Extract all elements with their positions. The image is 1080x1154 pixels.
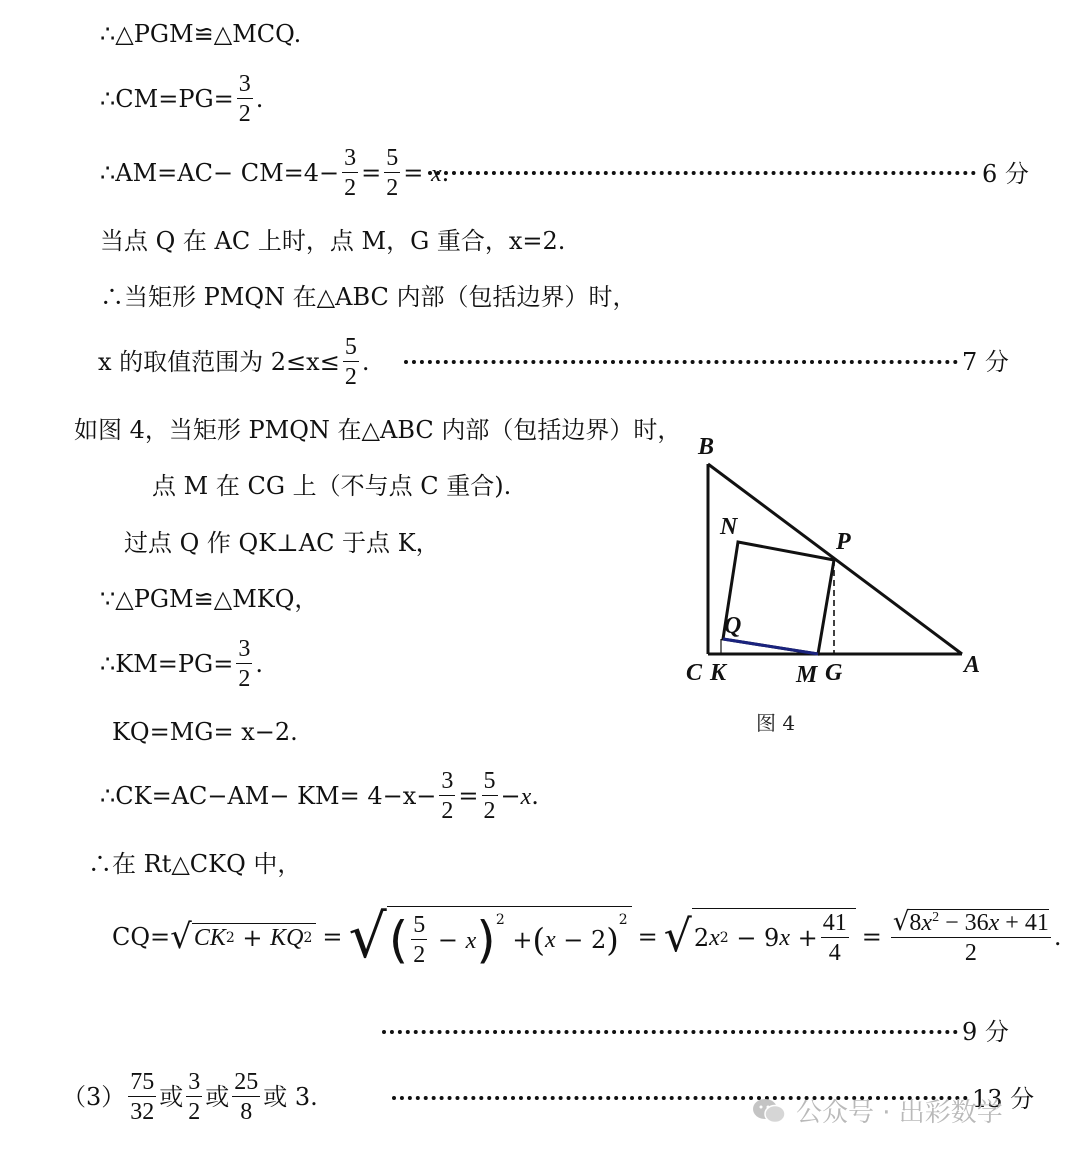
line-cm-pg: ∴CM=PG= $\frac{3}{2}$ . [100,71,264,127]
figure-4-diagram [680,428,1010,748]
label-a: A [964,652,981,678]
segment-qm-highlight [723,639,818,654]
line-q-on-ac: 当点 Q 在 AC 上时，点 M，G 重合，x=2. [100,227,566,255]
wechat-icon [752,1098,786,1124]
score-7: 7 分 [962,348,1009,376]
label-n: N [720,514,738,540]
label-k: K [710,660,727,686]
fraction-3-2: $\frac{3}{2}$ [238,71,251,127]
score-13: 13 分 [972,1085,1035,1113]
figure-caption: 图 4 [756,711,796,735]
line-ck: ∴CK=AC−AM− KM= 4−x− $\frac{3}{2}$ = $\frac{5}{2}$ −x. [100,768,539,824]
label-b: B [698,434,715,460]
line-congruence-2: ∵△PGM≌△MKQ， [100,585,319,613]
label-g: G [825,660,843,686]
watermark: 公众号 · 出彩数学 [752,1092,1003,1129]
line-km-pg: ∴KM=PG= $\frac{3}{2}$ . [100,636,263,692]
line-qk-perp: 过点 Q 作 QK⊥AC 于点 K， [124,529,440,557]
score-6: 6 分 [982,160,1029,188]
score-9: 9 分 [962,1018,1009,1046]
line-part-3: （3） $\frac{75}{32}$ 或 $\frac{3}{2}$ 或 $\frac{25}{8}$ 或 3. [62,1069,318,1125]
label-c: C [686,660,703,686]
line-congruence-1: ∴△PGM≌△MCQ. [100,20,302,48]
label-q: Q [724,613,742,639]
line-am: ∴AM=AC− CM=4− $\frac{3}{2}$ = $\frac{5}{2}$ = x. [100,145,450,201]
label-p: P [836,529,851,555]
dotted-leader-6 [428,171,976,175]
line-cq-formula: CQ= √ CK 2 + KQ 2 = √ ( $\frac{5}{2}$ − x ) $^2$ + ( x − 2 ) $^2$ = √ 2 x 2 − 9 x + $\frac{41}{4}$ = √ $8x^2 - 36x + 41$ 2 . [112,901,1062,972]
label-m: M [796,662,818,688]
line-figure4-intro: 如图 4，当矩形 PMQN 在△ABC 内部（包括边界）时， [74,416,682,444]
final-fraction: √ $8x^2 - 36x + 41$ 2 [892,906,1049,966]
dotted-leader-7 [404,360,958,364]
line-range: x 的取值范围为 2≤x≤ $\frac{5}{2}$ . [98,334,370,390]
line-m-on-cg: 点 M 在 CG 上（不与点 C 重合). [152,472,512,500]
line-rect-inside: ∴当矩形 PMQN 在△ABC 内部（包括边界）时， [100,283,637,311]
line-rt-triangle: ∴在 Rt△CKQ 中， [88,850,302,878]
dotted-leader-9 [382,1030,958,1034]
line-kq-mg: KQ=MG= x−2. [112,718,298,746]
